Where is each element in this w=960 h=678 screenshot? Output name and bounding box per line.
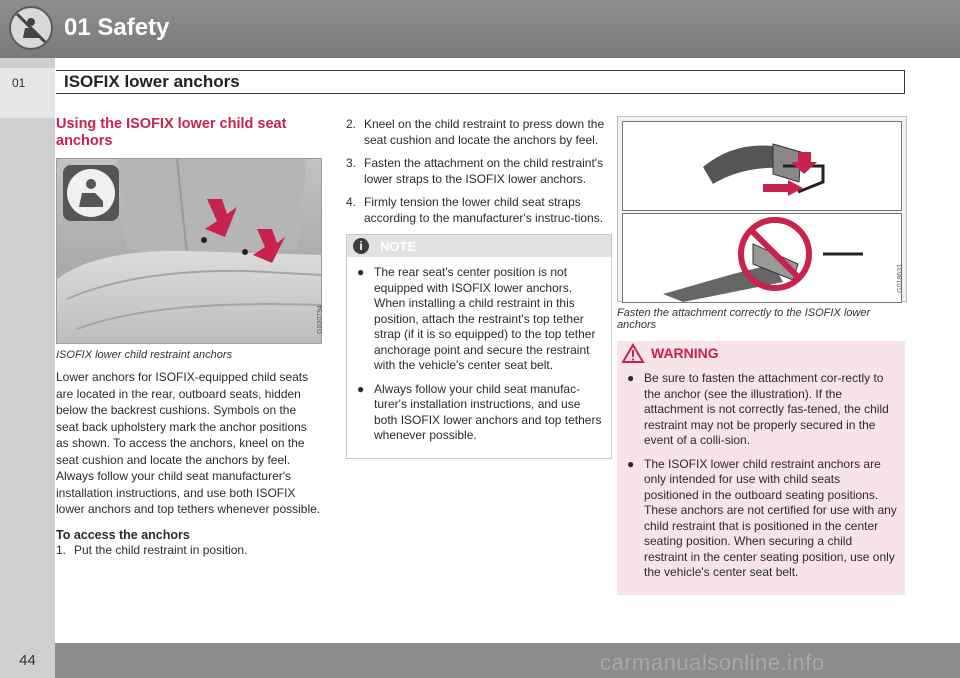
list-item: ● Always follow your child seat manufac-turer's installation instructions, and use both ISOFIX lower anchors and top tethers whenever possible.	[357, 381, 602, 442]
chapter-header-bar	[0, 0, 960, 58]
list-item: 4. Firmly tension the lower child seat straps according to the manufacturer's instruc-tions.	[346, 195, 604, 225]
step-list	[346, 116, 612, 226]
list-item: ● The ISOFIX lower child restraint anchors are only intended for use with child seats positioned in the outboard seating positions. These anchors are not certified for use with any child restraint that is positioned in the center seating position. When securing a child restraint in the center seating position, use only the vehicle's center seat belt.	[627, 456, 897, 579]
body-text: Lower anchors for ISOFIX-equipped child seats are located in the rear, outboard seats, hidden below the backrest cushions. Symbols on the seat back upholstery mark the anchor positions as shown. To access the anchors, kneel on the seat cushion and locate the anchors by feel. Always follow your child seat manufacturer's installation instructions, and use both ISOFIX lower anchors and top tethers whenever possible.	[56, 370, 321, 516]
subheading: To access the anchors	[56, 527, 190, 542]
section-title: ISOFIX lower anchors	[64, 72, 240, 91]
chapter-side-tab	[0, 58, 55, 643]
chapter-title: 01 Safety	[64, 14, 170, 41]
isofix-symbol-icon	[63, 165, 119, 221]
column-middle	[346, 116, 612, 459]
figure-code: G018631	[897, 264, 904, 293]
note-list	[347, 257, 611, 458]
attachment-illustration	[617, 116, 907, 302]
info-icon: i	[353, 238, 369, 254]
section-heading: Using the ISOFIX lower child seat anchors	[56, 116, 287, 149]
watermark: carmanualsonline.info	[600, 650, 825, 675]
column-left	[56, 116, 322, 565]
page-number: 44	[0, 643, 55, 678]
section-header	[56, 70, 905, 94]
warning-box	[617, 341, 905, 595]
list-item: ● The rear seat's center position is not equipped with ISOFIX lower anchors. When installing a child restraint in this position, attach the restraint's top tether strap (if it is so equipped) to the top tether anchorage point and secure the restraint with the vehicle's center seat belt.	[357, 265, 596, 372]
figure-code: G020794	[317, 305, 324, 334]
incorrect-attachment-panel	[622, 213, 902, 303]
figure-caption: Fasten the attachment correctly to the ISOFIX lower anchors	[617, 307, 871, 331]
warning-title: WARNING	[651, 345, 719, 361]
list-item: ● Be sure to fasten the attachment cor-rectly to the anchor (see the illustration). If the attachment is not correctly fas-tened, the child restraint may not be properly secured in the event of a colli-sion.	[627, 371, 889, 447]
warning-header	[617, 341, 905, 365]
list-item: 1. Put the child restraint in position.	[56, 542, 248, 557]
note-header	[347, 235, 611, 257]
note-title: NOTE	[380, 239, 417, 254]
chapter-number: 01	[12, 76, 26, 90]
step-list	[56, 542, 322, 558]
figure-caption: ISOFIX lower child restraint anchors	[56, 349, 233, 361]
note-box	[346, 234, 612, 459]
seat-anchors-illustration	[56, 158, 322, 344]
warning-list	[617, 365, 905, 595]
list-item: 2. Kneel on the child restraint to press down the seat cushion and locate the anchors by feel.	[346, 117, 605, 147]
no-airbag-child-seat-icon	[9, 6, 53, 50]
warning-triangle-icon	[622, 344, 644, 363]
column-right	[617, 116, 905, 595]
correct-attachment-panel	[622, 121, 902, 211]
list-item: 3. Fasten the attachment on the child restraint's lower straps to the ISOFIX lower anchors.	[346, 156, 604, 186]
